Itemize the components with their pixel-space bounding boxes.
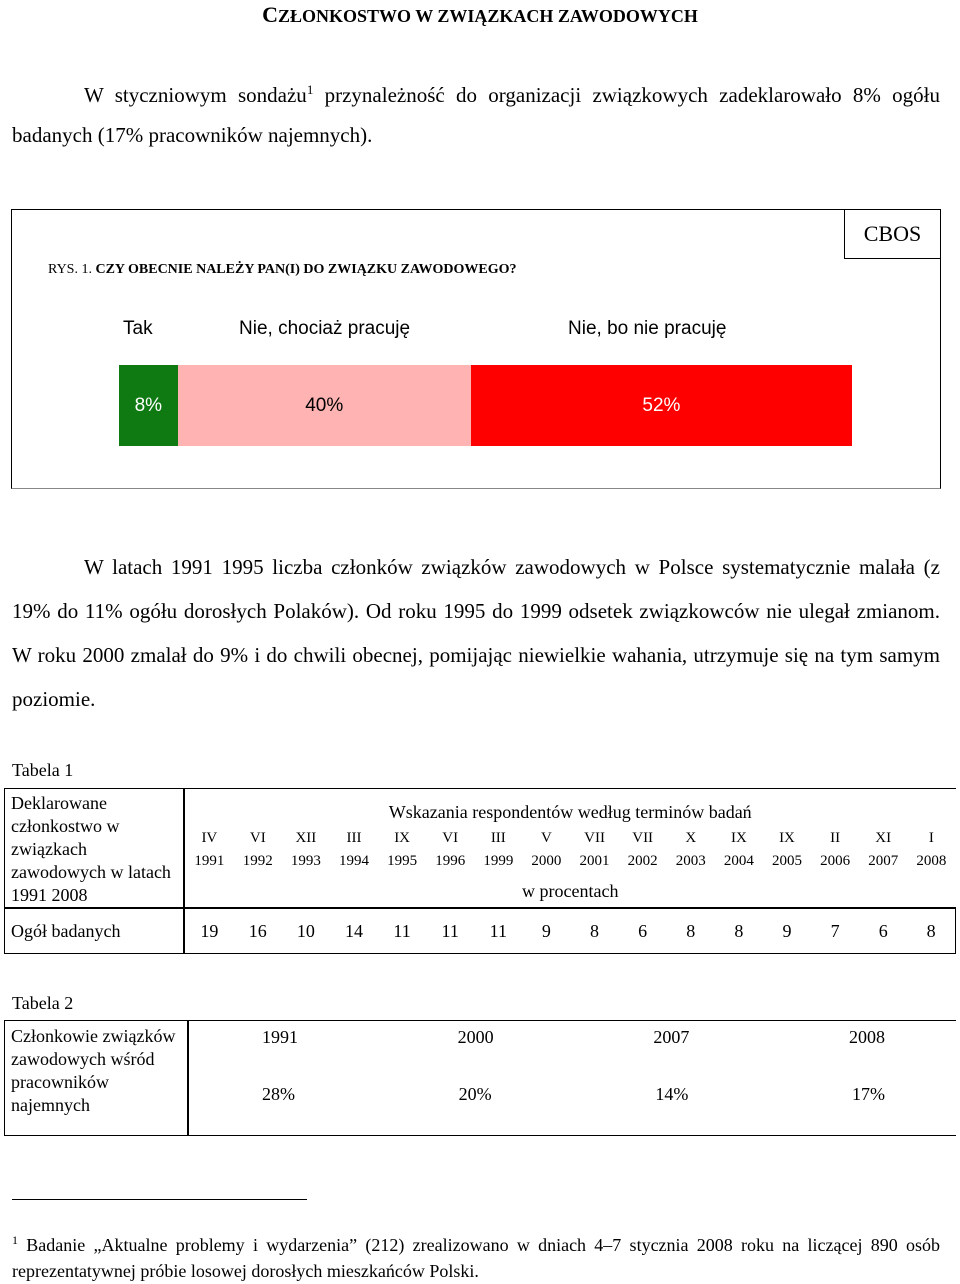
stacked-bar <box>119 365 852 446</box>
bar-segment-label: 8% <box>134 394 163 416</box>
period-year: 2005 <box>771 852 802 869</box>
table-cell: 11 <box>378 908 426 954</box>
footnote-rule <box>12 1199 307 1200</box>
period-header <box>859 823 907 875</box>
row-label: Ogół badanych <box>5 908 185 954</box>
period-year: 2001 <box>579 852 610 869</box>
table2-value: 17% <box>851 1083 885 1104</box>
legend-no-not-working: Nie, bo nie pracuję <box>568 318 727 339</box>
figure-caption <box>48 262 517 278</box>
period-month: X <box>685 829 697 846</box>
table-cell: 9 <box>522 908 570 954</box>
period-header <box>330 823 378 875</box>
footnote-marker: 1 <box>12 1233 18 1247</box>
legend-yes: Tak <box>123 318 153 339</box>
period-year: 2002 <box>627 852 658 869</box>
table2-value: 14% <box>655 1083 689 1104</box>
table-cell: 10 <box>282 908 330 954</box>
period-year: 1999 <box>483 852 514 869</box>
table1-caption: Tabela 1 <box>12 760 74 780</box>
footnote <box>12 1227 940 1284</box>
period-header <box>811 823 859 875</box>
period-month: IX <box>779 829 795 846</box>
period-year: 2003 <box>675 852 706 869</box>
table2-values <box>188 1053 956 1136</box>
table-cell: 19 <box>184 908 234 954</box>
period-year: 2004 <box>723 852 754 869</box>
table-cell: 6 <box>619 908 667 954</box>
period-month: IX <box>730 829 747 846</box>
table2-caption: Tabela 2 <box>12 993 74 1013</box>
table2-year: 2000 <box>457 1026 494 1047</box>
period-month: III <box>346 829 362 846</box>
table-cell: 8 <box>667 908 715 954</box>
title-rest: ZŁONKOSTWO W ZWIĄZKACH ZAWODOWYCH <box>277 6 698 26</box>
period-header <box>282 823 330 875</box>
period-header <box>715 823 763 875</box>
page-title <box>0 2 960 28</box>
table-cell: 6 <box>859 908 907 954</box>
bar-segment-2 <box>471 365 852 446</box>
bar-segment-label: 52% <box>642 394 681 416</box>
table-cell: 8 <box>907 908 955 954</box>
period-month: XII <box>295 829 317 846</box>
period-header <box>522 823 570 875</box>
table2-years <box>188 1021 956 1054</box>
table-cell: 11 <box>474 908 522 954</box>
period-header <box>907 823 955 875</box>
period-year: 1993 <box>290 852 321 869</box>
period-month: IX <box>394 829 411 846</box>
bar-segment-label: 40% <box>305 394 344 416</box>
period-month: II <box>830 829 841 846</box>
bar-segment-1 <box>178 365 471 446</box>
period-month: V <box>541 829 552 846</box>
table2-value: 28% <box>262 1083 295 1104</box>
figure-caption-prefix: RYS. 1. <box>48 262 96 277</box>
table-cell: 14 <box>330 908 378 954</box>
bar-segment-0 <box>119 365 178 446</box>
table-cell: 8 <box>715 908 763 954</box>
intro-text-rest: przynależność do organizacji związkowych zadeklarowało 8% ogółu badanych (17% pracowników najemnych). <box>12 83 940 147</box>
table2-year: 2008 <box>848 1026 885 1047</box>
period-year: 1996 <box>435 852 466 869</box>
body-paragraph: W latach 1991 1995 liczba członków związków zawodowych w Polsce systematycznie malała (z 19% do 11% ogółu dorosłych Polaków). Od roku 1995 do 1999 odsetek związkowców nie ulegał zmianom. W roku 2000 zmalał do 9% i do chwili obecnej, pomijając niewielkie wahania, utrzymuje się na tym samym poziomie. <box>12 555 940 711</box>
period-year: 2000 <box>531 852 562 869</box>
intro-text: W styczniowym sondażu <box>84 83 307 107</box>
period-year: 1992 <box>242 852 273 869</box>
period-month: VII <box>632 829 654 846</box>
period-year: 2006 <box>820 852 851 869</box>
period-header <box>378 823 426 875</box>
period-month: VI <box>249 829 266 846</box>
period-header <box>474 823 522 875</box>
footnote-text: Badanie „Aktualne problemy i wydarzenia” (212) zrealizowano w dniach 4–7 stycznia 2008 roku na liczącej 890 osób reprezentatywnej próbie losowej dorosłych mieszkańców Polski. <box>12 1235 940 1281</box>
table-cell: 7 <box>811 908 859 954</box>
period-month: IV <box>201 829 218 846</box>
period-year: 1995 <box>387 852 418 869</box>
period-header <box>184 823 234 875</box>
table-cell: 9 <box>763 908 811 954</box>
table2-value: 20% <box>458 1083 492 1104</box>
period-header <box>763 823 811 875</box>
table1-row-header: Deklarowane członkostwo w związkach zawodowych w latach 1991 2008 <box>5 789 185 909</box>
source-label: CBOS <box>844 210 940 259</box>
figure-caption-text: CZY OBECNIE NALEŻY PAN(I) DO ZWIĄZKU ZAWODOWEGO? <box>95 262 517 277</box>
membership-table <box>4 788 956 954</box>
table1-unit: w procentach <box>184 876 956 908</box>
footnote-ref: 1 <box>306 82 314 97</box>
employee-membership-table <box>4 1020 956 1136</box>
period-year: 2007 <box>868 852 899 869</box>
table1-group-header: Wskazania respondentów według terminów badań <box>184 789 956 824</box>
period-header <box>667 823 715 875</box>
title-initial: C <box>262 2 278 27</box>
table2-year: 2007 <box>653 1026 690 1047</box>
period-header <box>234 823 282 875</box>
table-cell: 16 <box>234 908 282 954</box>
table-cell: 8 <box>570 908 618 954</box>
figure-box <box>11 209 941 489</box>
legend-no-working: Nie, chociaż pracuję <box>239 318 411 339</box>
period-year: 1991 <box>194 852 225 869</box>
table2-row-header: Członkowie związków zawodowych wśród pracowników najemnych <box>5 1021 189 1136</box>
period-header <box>619 823 667 875</box>
period-month: III <box>490 829 506 846</box>
period-month: VI <box>442 829 459 846</box>
period-year: 1994 <box>338 852 369 869</box>
period-month: I <box>928 829 934 846</box>
table2-year: 1991 <box>262 1026 298 1047</box>
period-month: XI <box>875 829 892 846</box>
period-header <box>426 823 474 875</box>
table-cell: 11 <box>426 908 474 954</box>
period-year: 2008 <box>916 852 947 869</box>
table-row <box>5 908 956 954</box>
intro-paragraph <box>12 70 940 155</box>
period-header <box>570 823 618 875</box>
period-month: VII <box>584 829 605 846</box>
